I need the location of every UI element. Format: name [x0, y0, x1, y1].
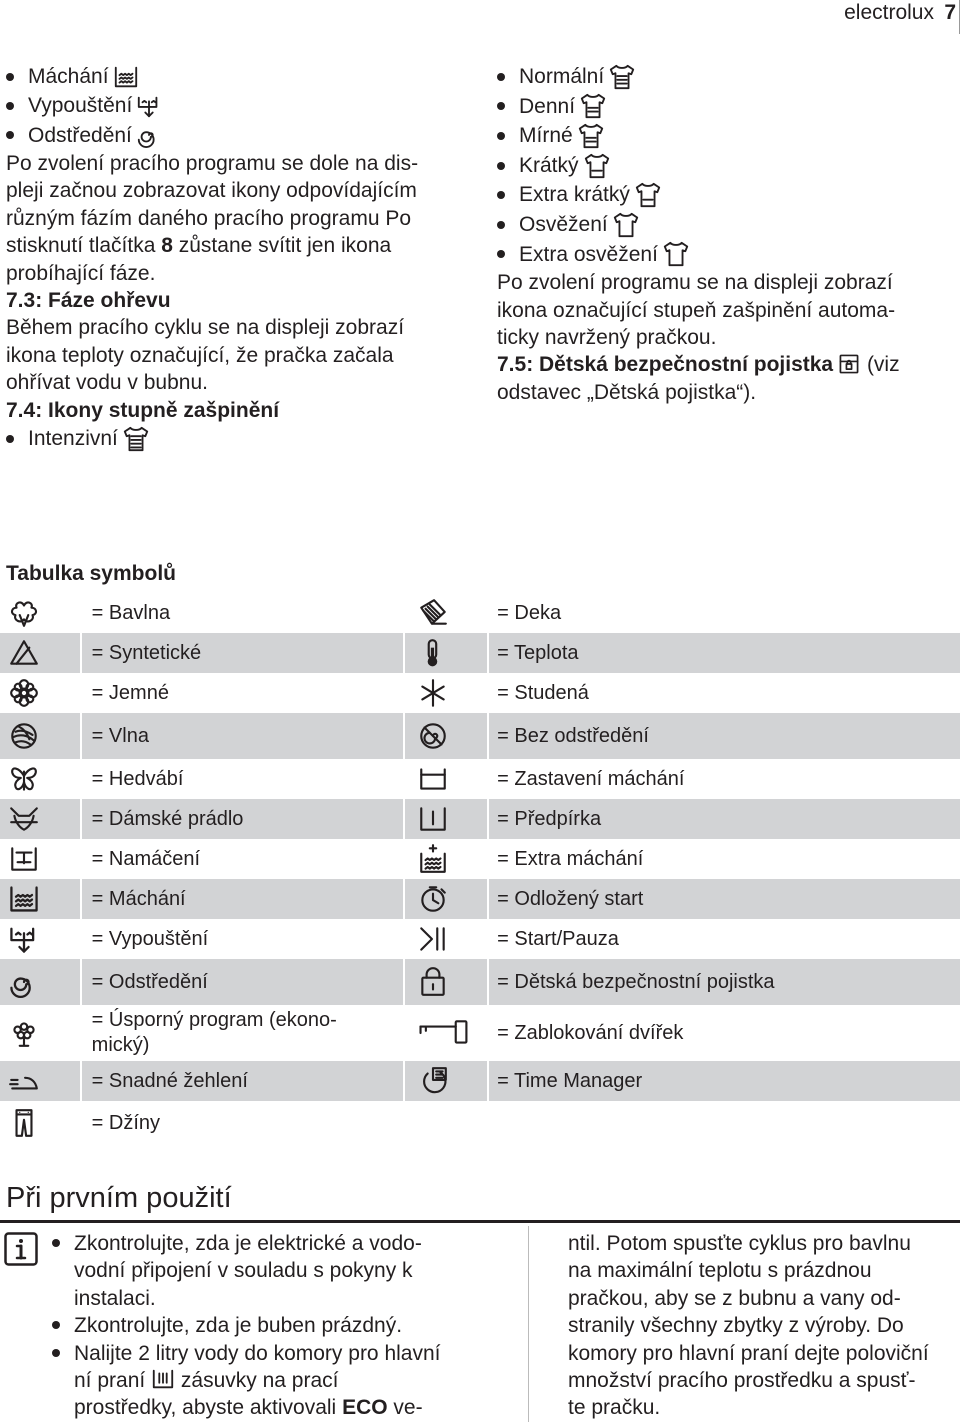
bullet-label: Extra krátký [519, 183, 630, 207]
symbol-label: = Studená [497, 681, 589, 704]
symbol-label: = Vlna [91, 724, 149, 747]
eco-icon [0, 1017, 80, 1049]
first-use-continued [568, 1230, 960, 1422]
first-use-bullet [52, 1312, 472, 1339]
text-line: vodní připojení v souladu s pokyny k [74, 1259, 413, 1283]
quick-soil-icon [583, 152, 611, 180]
bullet-label: Extra osvěžení [519, 242, 658, 266]
cold-icon [405, 677, 487, 709]
drain-icon [0, 923, 80, 955]
symbol-row [0, 839, 960, 879]
text-line: různým fázím daného pracího programu Po [6, 206, 412, 230]
rinse-hold-icon [405, 763, 487, 795]
text-line: te pračku. [568, 1396, 661, 1420]
symbol-label: = Start/Pauza [497, 927, 619, 950]
delicates-icon [0, 677, 80, 709]
symbol-label: = Snadné žehlení [91, 1069, 248, 1092]
symbol-row [0, 1101, 960, 1145]
duvet-icon [405, 597, 487, 629]
section-heading-7-3: 7.3: Fáze ohřevu [6, 288, 171, 312]
text-line: Zkontrolujte, zda je buben prázdný. [74, 1314, 403, 1338]
lingerie-icon [0, 803, 80, 835]
text-line: komory pro hlavní praní dejte poloviční [568, 1341, 929, 1365]
bullet-dot [6, 435, 14, 443]
bullet-label: Osvěžení [519, 212, 608, 236]
start-pause-icon [405, 923, 487, 955]
bullet-normal [497, 62, 957, 92]
symbol-row [0, 713, 960, 759]
symbol-label: = Zablokování dvířek [497, 1021, 684, 1044]
bullet-daily [497, 92, 957, 122]
spin-icon [0, 966, 80, 998]
symbol-label: = Úsporný program (ekono- [91, 1009, 337, 1031]
bullet-dot [497, 191, 505, 199]
symbol-label: = Zastavení máchání [497, 767, 685, 790]
cotton-icon [0, 597, 80, 629]
intensive-soil-icon [122, 425, 150, 453]
bullet-label: Denní [519, 94, 576, 118]
spin-icon [136, 122, 162, 148]
bullet-light [497, 121, 957, 151]
text-line: instalaci. [74, 1286, 156, 1310]
text-line: ohřívat vodu v bubnu. [6, 371, 208, 395]
time-manager-icon [405, 1065, 487, 1097]
symbol-label: = Džíny [91, 1111, 161, 1134]
prewash-icon [405, 803, 487, 835]
prewash-compartment-icon [151, 1367, 175, 1391]
bullet-spin [6, 121, 462, 150]
symbol-label: = Odložený start [497, 887, 644, 910]
bullet-dot [6, 131, 14, 139]
text-line: Po zvolení programu se na displeji zobrazí [497, 271, 893, 295]
symbol-label: = Hedvábí [91, 767, 184, 790]
child-lock-icon [837, 352, 861, 376]
text-line: ntil. Potom spusťte cyklus pro bavlnu [568, 1232, 911, 1255]
symbol-label: = Teplota [497, 641, 579, 664]
daily-soil-icon [579, 92, 607, 120]
delay-start-icon [405, 883, 487, 915]
symbol-row [0, 1005, 960, 1061]
child-lock-icon [405, 966, 487, 998]
symbol-label: = Deka [497, 601, 562, 624]
symbol-row [0, 879, 960, 919]
bullet-label: Vypouštění [28, 94, 133, 118]
text-line: ní praní [74, 1369, 152, 1393]
extra-refresh-soil-icon [662, 240, 690, 268]
section-heading-7-5: 7.5: Dětská bezpečnostní pojistka [497, 353, 834, 377]
symbols-table [0, 593, 960, 1145]
text-line: ikona teploty označující, že pračka začala [6, 343, 394, 367]
rinse-icon [113, 64, 139, 90]
text-line: zůstane svítit jen ikona [172, 234, 392, 258]
first-use-bullet [52, 1340, 472, 1422]
soil-paragraph [497, 269, 957, 351]
bullet-label: Krátký [519, 153, 579, 177]
button-number: 8 [161, 234, 173, 258]
bullet-label: Normální [519, 65, 605, 88]
symbol-label: = Bavlna [91, 601, 171, 624]
text-line: množství pracího prostředku a spusť- [568, 1369, 916, 1393]
symbol-label-cont: mický) [91, 1034, 150, 1056]
soak-icon [0, 843, 80, 875]
jeans-icon [0, 1107, 80, 1139]
brand-name: electrolux [844, 1, 934, 24]
rinse-icon [0, 883, 80, 915]
bullet-label: Intenzivní [28, 426, 118, 450]
text-line: Po zvolení pracího programu se dole na dis- [6, 151, 419, 175]
bullet-dot [497, 132, 505, 140]
symbol-label: = Time Manager [497, 1069, 643, 1092]
light-soil-icon [577, 122, 605, 150]
wool-icon [0, 720, 80, 752]
symbol-label: = Namáčení [91, 847, 201, 870]
bullet-label: Máchání [28, 65, 109, 88]
text-line: Zkontrolujte, zda je elektrické a vodo- [74, 1232, 422, 1255]
table-title: Tabulka symbolů [6, 562, 176, 585]
eco-label: ECO [342, 1396, 388, 1420]
bullet-dot [497, 102, 505, 110]
page-header [0, 0, 960, 34]
easy-iron-icon [0, 1065, 80, 1097]
text-line: pračkou, aby se z bubnu a vany od- [568, 1286, 901, 1310]
text-line: probíhající fáze. [6, 261, 156, 285]
section-rule [0, 1220, 960, 1223]
bullet-quick [497, 151, 957, 181]
bullet-intensive [6, 424, 462, 453]
bullet-drain [6, 91, 462, 120]
left-column [6, 62, 462, 453]
symbol-label: = Dětská bezpečnostní pojistka [497, 970, 775, 993]
bullet-extra-refresh [497, 240, 957, 270]
symbol-label: = Syntetické [91, 641, 202, 664]
section-heading-7-4: 7.4: Ikony stupně zašpinění [6, 398, 280, 422]
symbol-label: = Jemné [91, 681, 169, 704]
text-line: ve- [387, 1396, 423, 1420]
no-spin-icon [405, 720, 487, 752]
bullet-dot [6, 73, 14, 81]
extra-quick-soil-icon [634, 181, 662, 209]
first-use-bullet [52, 1230, 472, 1312]
symbol-row [0, 673, 960, 713]
symbol-row [0, 1061, 960, 1101]
text-line: pleji začnou zobrazovat ikony odpovídajícím [6, 179, 417, 203]
bullet-label: Odstředění [28, 123, 132, 147]
silk-icon [0, 763, 80, 795]
text-line: stisknutí tlačítka [6, 234, 162, 258]
bullet-rinse [6, 62, 462, 91]
bullet-dot [497, 221, 505, 229]
column-divider [528, 1226, 529, 1422]
symbol-label: = Předpírka [497, 807, 602, 830]
symbol-label: = Dámské prádlo [91, 807, 244, 830]
bullet-dot [52, 1349, 60, 1357]
refresh-soil-icon [612, 211, 640, 239]
bullet-dot [497, 73, 505, 81]
bullet-label: Mírné [519, 124, 573, 148]
bullet-extra-quick [497, 180, 957, 210]
text-line: ticky navržený pračkou. [497, 325, 717, 349]
bullet-refresh [497, 210, 957, 240]
bullet-dot [497, 162, 505, 170]
symbol-label: = Extra máchání [497, 847, 644, 870]
text-line: (viz [861, 353, 900, 377]
symbol-label: = Odstředění [91, 970, 208, 993]
heating-paragraph [6, 314, 462, 396]
intro-paragraph [6, 150, 462, 287]
right-column [497, 62, 957, 406]
synthetics-icon [0, 637, 80, 669]
section-7-5 [497, 351, 957, 378]
page-number: 7 [944, 1, 956, 24]
bullet-dot [6, 102, 14, 110]
symbol-row [0, 919, 960, 959]
door-lock-icon [405, 1017, 487, 1049]
text-line: Nalijte 2 litry vody do komory pro hlavní [74, 1341, 441, 1365]
bullet-dot [497, 250, 505, 258]
section-title-first-use: Při prvním použití [6, 1182, 232, 1214]
text-line: stranily všechny zbytky z výroby. Do [568, 1314, 904, 1338]
symbol-row [0, 759, 960, 799]
thermometer-icon [405, 637, 487, 669]
symbol-label: = Máchání [91, 887, 186, 910]
symbol-label: = Bez odstředění [497, 724, 649, 747]
text-line: na maximální teplotu s prázdnou [568, 1259, 872, 1283]
bullet-dot [52, 1239, 60, 1247]
info-icon [4, 1232, 38, 1266]
first-use-list [52, 1230, 472, 1422]
bullet-dot [52, 1321, 60, 1329]
text-line: Během pracího cyklu se na displeji zobrazí [6, 316, 405, 340]
symbol-row [0, 799, 960, 839]
text-line: prostředky, abyste aktivovali [74, 1396, 343, 1420]
text-line: zásuvky na prací [175, 1369, 339, 1393]
normal-soil-icon [608, 63, 636, 91]
symbol-label: = Vypouštění [91, 927, 209, 950]
symbol-row [0, 959, 960, 1005]
text-line: ikona označující stupeň zašpinění automa- [497, 298, 896, 322]
text-line: odstavec „Dětská pojistka“). [497, 380, 757, 404]
symbol-row [0, 593, 960, 633]
extra-rinse-icon [405, 843, 487, 875]
symbol-row [0, 633, 960, 673]
drain-icon [136, 93, 162, 119]
